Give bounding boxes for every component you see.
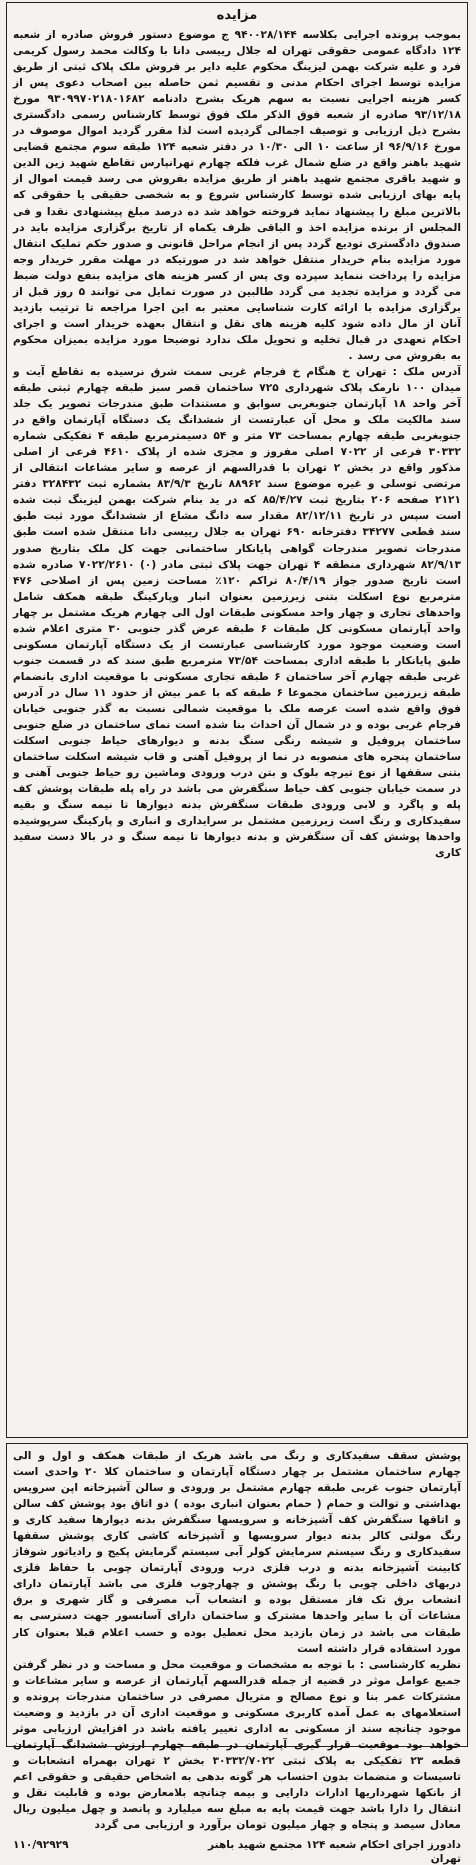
auction-notice-main-box	[6, 2, 468, 1438]
notice-footer	[13, 1837, 461, 1853]
notice-paragraph-procedure: بموجب پرونده اجرایی بکلاسه ۹۴۰۰۲۸/۱۴۴ ج موضوع دستور فروش صادره از شعبه ۱۲۴ دادگاه عمومی حقوقی تهران له جلال رییسی دانا با وکالت محمد رسول کریمی فرد و علیه شرکت بهمن لیزینگ محکوم علیه دایر بر فروش ملک پلاک ثبتی از طریق مزایده توسط اجرای احکام مدنی و تقسیم ثمن حاصله بین اصحاب دعوی پس از کسر هزینه اجرایی نسبت به سهم هریک بشرح دادنامه ۹۳۰۹۹۷۰۲۱۸۰۱۶۸۲ مورخ ۹۳/۱۲/۱۸ صادره از شعبه فوق الذکر ملک فوق توسط کارشناس رسمی دادگستری بشرح ذیل ارزیابی و توصیف اجمالی گردیده است لذا مقرر گردید اموال موصوف در مورخ ۹۶/۹/۱۶ از ساعت ۱۰ الی ۱۰/۳۰ در دفتر شعبه ۱۲۴ طبقه سوم مجتمع قضایی شهید باهنر واقع در ضلع شمال غرب فلکه چهارم تهرانپارس تقاطع شهید زین الدین و شهید باقری مجتمع شهید باهنر از طریق مزایده بفروش می رسد قیمت اموال از پایه بهای ارزیابی شده توسط کارشناس شروع و به شخصی حقیقی یا حقوقی که بالاترین مبلغ را پیشنهاد نماید فروخته خواهد شد ده درصد مبلغ پیشنهادی نقدا و فی المجلس از برنده مزایده اخذ و الباقی ظرف یکماه از تاریخ برگزاری مزایده باید در صندوق دادگستری تودیع گردد پس از انجام مراحل قانونی و صدور حکم تملیک انتقال مورد مزایده بنام خریدار منتقل خواهد شد در صورتیکه در مهلت مقرر خریدار وجه مزایده را پرداخت ننماید سپرده وی پس از کسر هزینه های مزایده بنفع دولت ضبط می گردد و مزایده تجدید می گردد طالبین در صورت تمایل می توانند ۵ روز قبل از برگزاری مزایده با ارائه کارت شناسایی معتبر به این اجرا مراجعه تا ترتیب بازدید آنان از مال داده شود کلیه هزینه های نقل و انتقال بعهده خریدار است و اجرای احکام تعهدی در قبال تخلیه و تحویل ملک ندارد توضیحا مورد مزایده بمیزان محکوم به بفروش می رسد .	[13, 29, 461, 362]
notice-title: مزایده	[216, 8, 258, 23]
notice-paragraph-expert-opinion: نظریه کارشناسی : با توجه به مشخصات و موقعیت محل و مساحت و در نظر گرفتن جمیع عوامل موثر در قضیه از جمله قدرالسهم آپارتمان از عرصه و سایر مشاعات و مشترکات عمر بنا و نوع مصالح و متریال مصرفی در ساختمان مندرجات پرونده و استعلامهای به عمل آمده کاربری مسکونی و موقعیت اداری آن در بازدید و وضعیت موجود چنانچه سند از مسکونی به اداری تغییر یافته باشد در افزایش ارزیابی موثر خواهد بود موقعیت قرار گیری آپارتمان در طبقه چهارم ارزش ششدانگ آپارتمان قطعه ۲۳ تفکیکی به پلاک ثبتی ۳۰۳۳۲/۷۰۲۲ بخش ۲ تهران بهمراه انشعابات و تاسیسات و منضمات بدون احتساب هر گونه بدهی به اشخاص حقیقی و حقوقی اعم از بانکها شهرداریها ادارات دارایی و بیمه چنانچه بلامعارض بوده و قابلیت نقل و انتقال را دارا باشد جهت قیمت پایه به مبلغ سه میلیارد و پانصد و چهل میلیون ریال معادل سیصد و پنجاه و چهار میلیون تومان برآورد و ارزیابی می گردد	[13, 1658, 461, 1832]
notice-city: تهران	[430, 1853, 461, 1865]
notice-signature: دادورز اجرای احکام شعبه ۱۲۴ مجتمع شهید باهنر	[208, 1839, 461, 1852]
notice-paragraph-property-address: آدرس ملک : تهران خ هنگام خ فرجام غربی سمت شرق نرسیده به تقاطع آیت و میدان ۱۰۰ نارمک پلاک شهرداری ۷۲۵ ساختمان قصر سبز طبقه چهارم ثبتی طبقه آخر واحد ۱۸ آپارتمان جنوبغربی سوابق و مستندات طبق مندرجات تصویر یک جلد سند مالکیت ملک و محل آن عبارتست از ششدانگ یک دستگاه آپارتمان واقع در جنوبغربی طبقه چهارم بمساحت ۷۳ متر و ۵۴ دسیمترمربع طبقه ۴ تفکیکی شماره ۳۰۳۳۲ فرعی از ۷۰۲۲ اصلی مفروز و مجزی شده از پلاک ۴۶۱۰ فرعی از اصلی مذکور واقع در بخش ۲ تهران با قدرالسهم از عرصه و سایر مشاعات انتقالی از مرتضی توسلی و غیره موضوع سند ۸۸۹۶۲ تاریخ ۸۳/۹/۳ بشماره ثبت ۳۲۸۴۳۲ دفتر ۲۱۲۱ صفحه ۲۰۶ بتاریخ ثبت ۸۵/۴/۲۷ که در ید بنام شرکت بهمن لیزینگ ثبت شده است سپس در تاریخ ۸۲/۱۲/۱۱ مقدار سه دانگ مشاع از ششدانگ مورد ثبت طبق سند قطعی ۳۴۲۷۷ دفترخانه ۶۹۰ تهران به جلال رییسی دانا منتقل شده است طبق مندرجات تصویر مندرجات گواهی پایانکار ساختمانی جهت کل ملک بتاریخ صدور ۸۲/۹/۱۳ شهرداری منطقه ۴ تهران جهت پلاک ثبتی مادر (۰) ۷۰۲۲/۲۶۱۰ صادره شده است تاریخ صدور جواز ۸۰/۴/۱۹ تراکم ۱۲۰٪ مساحت زمین پس از اصلاحی ۴۷۶ مترمربع نوع اسکلت بتنی زیرزمین بعنوان انبار وپارکینگ طبقه همکف شامل واحدهای تجاری و چهار واحد مسکونی طبقات اول الی چهارم هریک مشتمل بر چهار واحد آپارتمان مسکونی کل طبقات ۶ طبقه عرض گذر جنوبی ۳۰ متری اعلام شده است وضعیت موجود مورد کارشناسی عبارتست از یک دستگاه آپارتمان مسکونی طبق پایانکار با طبقه اداری بمساحت ۷۳/۵۴ مترمربع طبق سند که در قسمت جنوب غربی طبقه چهارم آخر ساختمان ۶ طبقه تجاری مسکونی با موقعیت اداری بانضمام طبقه زیرزمین ساختمان مجموعا ۶ طبقه که با عمر بیش از حدود ۱۱ سال در آدرس فوق واقع شده است عرصه ملک با موقعیت شمالی نسبت به گذر جنوبی خیابان فرجام غربی بوده و در شمال آن احداث بنا شده است نمای ساختمان در ضلع جنوبی ساختمان پروفیل و شیشه رنگی سنگ بدنه و دیوارهای حیاط جنوبی اسکلت ساختمان پنجره های منصوبه در نما از پروفیل آهنی و قاب شیشه اسکلت ساختمان بتنی سقفها از نوع تیرچه بلوک و بتن درب ورودی وماشین رو حیاط جنوبی آهنی و در سمت خیابان جنوبی کف حیاط سنگفرش می باشد در راه پله طبقات پوشش کف پله و پاگرد و لابی ورودی طبقات سنگفرش بدنه دیوارها تا نیمه سنگ و بقیه سفیدکاری و رنگ است زیرزمین مشتمل بر سرایداری و انباری و پارکینگ سرپوشیده واحدها پوشش کف آن سنگفرش و بدنه دیوارها تا نیمه سنگ و در بالا دست سفید کاری	[13, 365, 462, 860]
notice-code: ۱۱۰/۹۲۹۲۹	[13, 1839, 69, 1852]
auction-notice-continuation-box	[6, 1443, 468, 1865]
notice-paragraph-property-description: پوشش سقف سفیدکاری و رنگ می باشد هریک از طبقات همکف و اول و الی چهارم ساختمان مشتمل بر چهار دستگاه آپارتمان و ساختمان کلا ۲۰ واحدی است آپارتمان جنوب غربی طبقه چهارم مشتمل بر ورودی و سالن آشپزخانه اپن سرویس بهداشتی و توالت و حمام ( حمام بعنوان انباری بوده ) دو اتاق بود پوشش کف سالن و اتاقها سنگفرش کف آشپزخانه و سرویسها سنگفرش بدنه دیوارها سفید کاری و رنگ مولتی کالر بدنه دیوار سرویسها و آشپزخانه کاشی کاری پوشش سقفها سفیدکاری و رنگ سیستم سرمایش کولر آبی سیستم گرمایش پکیج و رادیاتور شوفاژ کابینت آشپزخانه بدنه و درب فلزی درب ورودی آپارتمان چوبی با حفاظ فلزی دربهای داخلی چوبی با رنگ پوشش و چهارچوب فلزی می باشد آپارتمان دارای انشعاب برق تک فاز مستقل بوده و انشعاب آب مصرفی و گاز شهری و برق مشاعات آن با سایر واحدها مشترک و ساختمان دارای آسانسور جهت دسترسی به طبقات می باشد در زمان بازدید محل تعطیل بوده و حسب اعلام قبلا بعنوان کار مورد استفاده قرار داشته است	[13, 1450, 461, 1655]
